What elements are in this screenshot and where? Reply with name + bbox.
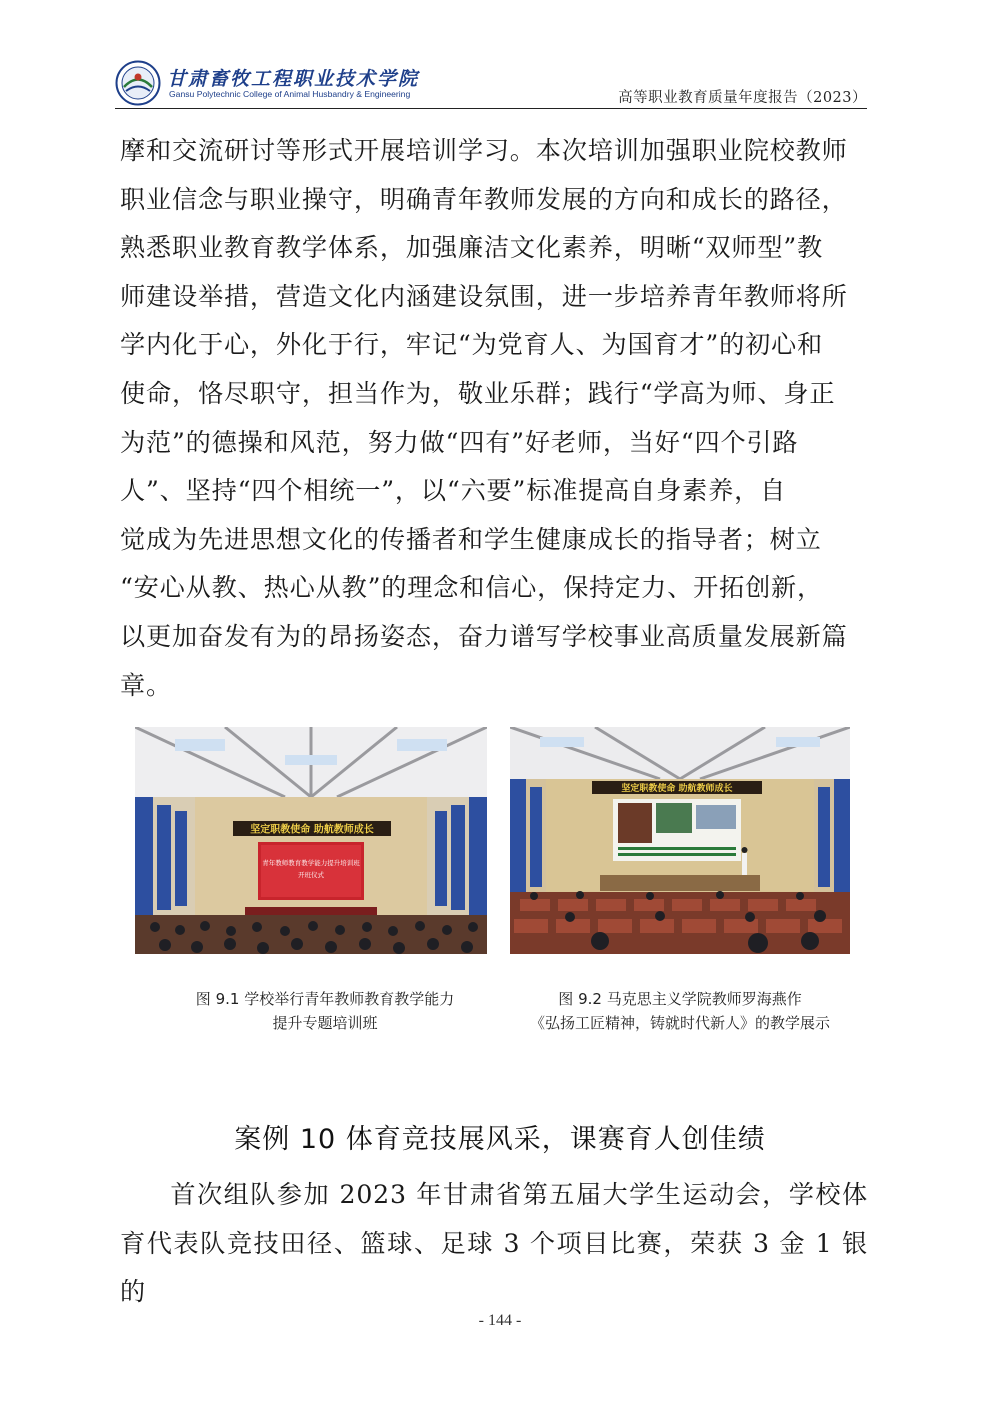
figure-9-1-caption — [140, 987, 510, 1035]
page-header — [115, 58, 867, 110]
photo1-screen-title: 青年教师教育教学能力提升培训班 — [262, 859, 360, 867]
caption-line: 图 9.1 学校举行青年教师教育教学能力 — [195, 990, 455, 1008]
body-line: 使命，恪尽职守，担当作为，敬业乐群；践行“学高为师、身正 — [120, 378, 836, 408]
report-title: 高等职业教育质量年度报告（2023） — [618, 90, 867, 106]
body-line: 人”、坚持“四个相统一”，以“六要”标准提高自身素养，自 — [120, 476, 787, 506]
caption-line: 提升专题培训班 — [272, 1014, 378, 1032]
header-divider — [115, 108, 867, 109]
case-paragraph-text: 首次组队参加 2023 年甘肃省第五届大学生运动会，学校体育代表队竞技田径、篮球、足球 3 个项目比赛，荣获 3 金 1 银的 — [120, 1180, 868, 1307]
body-line: “安心从教、热心从教”的理念和信心，保持定力、开拓创新， — [120, 573, 824, 603]
photo-teaching-demonstration — [510, 727, 850, 954]
body-line: 熟悉职业教育教学体系，加强廉洁文化素养，明晰“双师型”教 — [120, 233, 824, 263]
photo-training-ceremony — [135, 727, 487, 954]
body-line: 学内化于心，外化于行，牢记“为党育人、为国育才”的初心和 — [120, 330, 824, 360]
college-logo-icon — [115, 60, 161, 106]
body-line: 章。 — [120, 670, 172, 700]
photo2-banner-text: 坚定职教使命 助航教师成长 — [621, 784, 733, 794]
case-paragraph — [120, 1171, 868, 1317]
photo1-banner-text: 坚定职教使命 助航教师成长 — [250, 824, 374, 836]
college-name-en: Gansu Polytechnic College of Animal Husbandry & Engineering — [169, 89, 411, 99]
caption-line: 《弘扬工匠精神，铸就时代新人》的教学展示 — [529, 1014, 830, 1032]
figure-9-2-caption — [490, 987, 870, 1035]
page-number: - 144 - — [478, 1312, 522, 1329]
college-name-cn: 甘肃畜牧工程职业技术学院 — [167, 68, 420, 90]
photo1-screen-subtitle: 开班仪式 — [298, 871, 324, 879]
caption-line: 图 9.2 马克思主义学院教师罗海燕作 — [558, 990, 802, 1008]
body-line: 为范”的德操和风范，努力做“四有”好老师，当好“四个引路 — [120, 427, 799, 457]
body-line: 以更加奋发有为的昂扬姿态，奋力谱写学校事业高质量发展新篇 — [120, 621, 848, 651]
body-line: 师建设举措，营造文化内涵建设氛围，进一步培养青年教师将所 — [120, 281, 848, 311]
case-heading: 案例 10 体育竞技展风采，课赛育人创佳绩 — [234, 1124, 766, 1155]
body-paragraph — [120, 127, 868, 710]
body-line: 摩和交流研讨等形式开展培训学习。本次培训加强职业院校教师 — [120, 136, 848, 165]
body-line: 觉成为先进思想文化的传播者和学生健康成长的指导者；树立 — [120, 524, 822, 554]
body-line: 职业信念与职业操守，明确青年教师发展的方向和成长的路径， — [120, 184, 848, 214]
